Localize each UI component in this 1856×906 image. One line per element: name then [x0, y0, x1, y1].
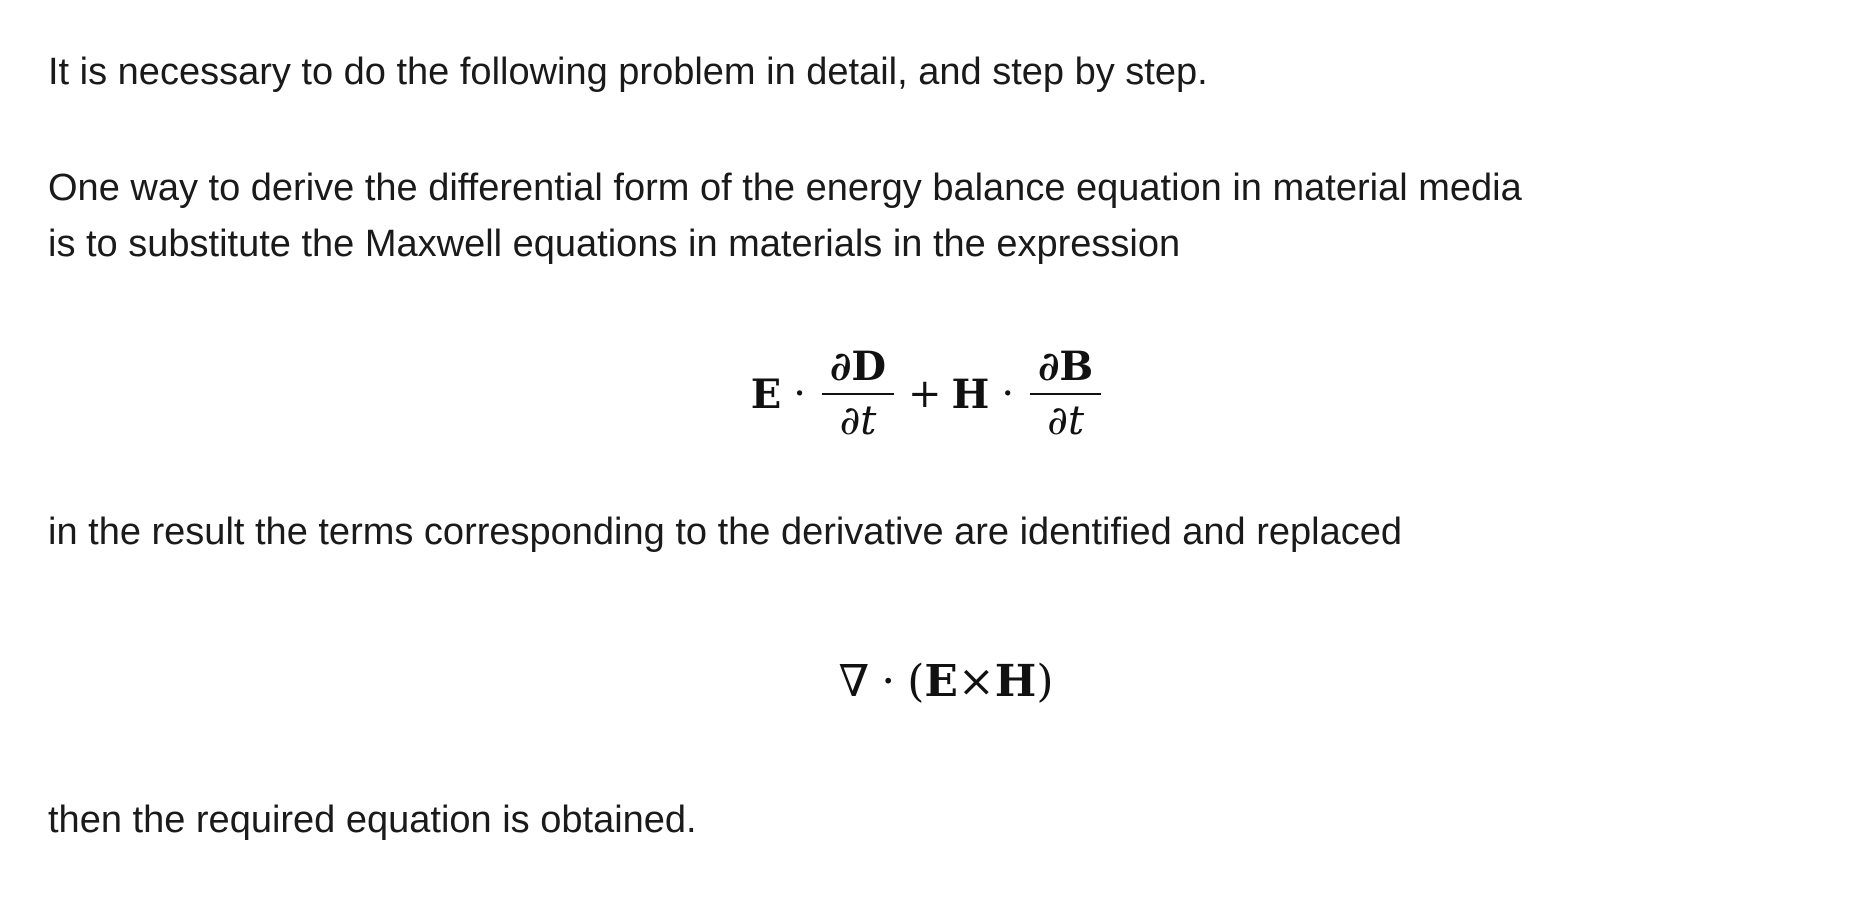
fraction-denominator: ∂t: [1047, 398, 1085, 444]
dot-operator: ·: [1001, 371, 1015, 417]
fraction-numerator: ∂D: [822, 345, 894, 395]
intro-paragraph: It is necessary to do the following problem in detail, and step by step.: [48, 51, 1208, 93]
fraction-dd-dt: [822, 345, 894, 443]
description-line-1: One way to derive the differential form of the energy balance equation in material media: [48, 167, 1522, 209]
vector-h: H: [994, 655, 1037, 707]
vector-h: H: [951, 370, 990, 418]
description-paragraph: [48, 160, 1522, 272]
conclusion-paragraph: then the required equation is obtained.: [48, 799, 697, 841]
nabla-operator: ∇: [838, 655, 870, 707]
energy-expression-equation: [0, 334, 1856, 454]
divergence-poynting-equation: [18, 646, 1856, 716]
vector-e: E: [750, 370, 782, 418]
open-paren: (: [907, 655, 925, 707]
result-paragraph: in the result the terms corresponding to the derivative are identified and replaced: [48, 511, 1403, 553]
vector-e: E: [924, 655, 958, 707]
plus-operator: +: [908, 371, 942, 417]
cross-operator: ×: [957, 655, 995, 707]
dot-operator: ·: [793, 371, 806, 417]
fraction-numerator: ∂B: [1030, 345, 1101, 395]
description-line-2: is to substitute the Maxwell equations in materials in the expression: [48, 223, 1181, 265]
dot-operator: ·: [881, 655, 896, 707]
fraction-db-dt: [1030, 345, 1101, 443]
equation-2-content: [838, 656, 1053, 707]
close-paren: ): [1036, 655, 1054, 707]
fraction-denominator: ∂t: [839, 398, 877, 444]
equation-1-content: [751, 345, 1106, 443]
